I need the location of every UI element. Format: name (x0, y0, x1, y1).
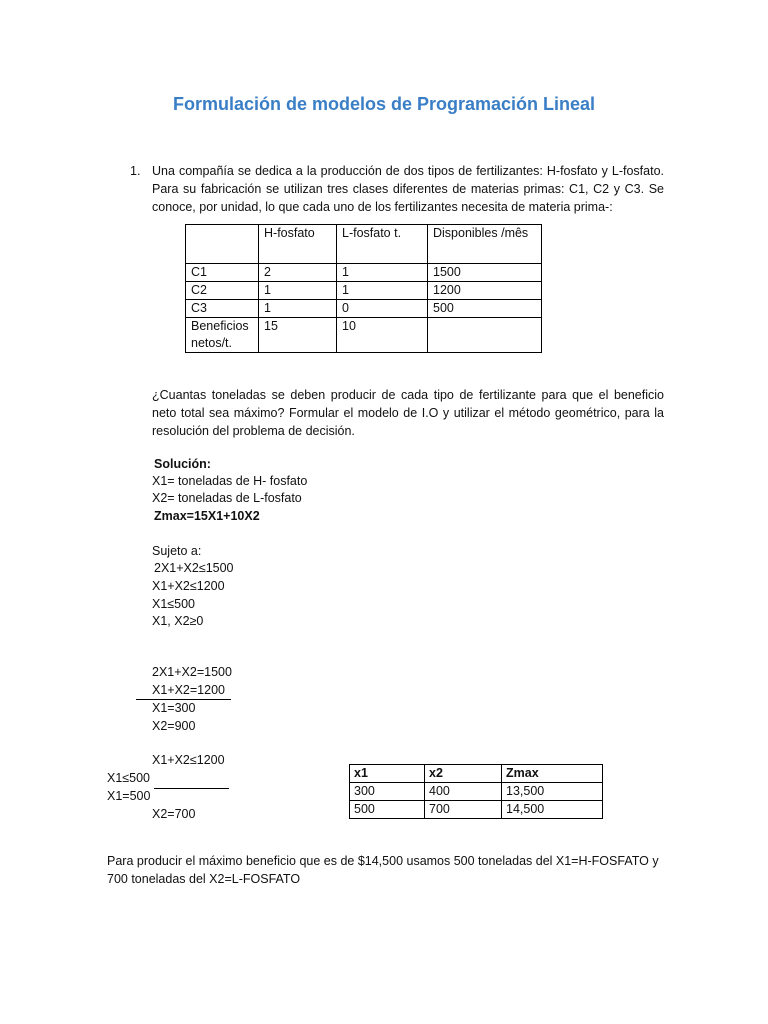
constraint-1: 2X1+X2≤1500 (154, 561, 234, 575)
table-cell: 700 (425, 801, 502, 819)
calc1-equation-2: X1+X2=1200 (152, 683, 225, 697)
problem-number: 1. (130, 164, 141, 178)
table-row (186, 282, 542, 300)
constraint-3: X1≤500 (152, 597, 196, 611)
x2-definition: X2= toneladas de L-fosfato (152, 491, 302, 505)
table-header-cell: x1 (350, 765, 425, 783)
table-cell: 1 (259, 282, 337, 300)
table-cell (428, 318, 542, 353)
page-title: Formulación de modelos de Programación Lineal (172, 94, 596, 114)
table-cell: 15 (259, 318, 337, 353)
question-paragraph: ¿Cuantas toneladas se deben producir de cada tipo de fertilizante para que el beneficio neto total sea máximo? Formular el modelo de I.O y utilizar el método geométrico, para la resolución del problema de decisión. (152, 388, 664, 438)
table-cell: 0 (337, 300, 428, 318)
table-cell: Beneficios netos/t. (186, 318, 259, 353)
table-cell: 400 (425, 783, 502, 801)
calc2-left-1: X1≤500 (107, 771, 151, 785)
table-cell: C2 (186, 282, 259, 300)
table-cell: 1500 (428, 264, 542, 282)
constraint-4: X1, X2≥0 (152, 614, 204, 628)
table-row (186, 264, 542, 282)
table-header-cell: L-fosfato t. (337, 225, 428, 264)
conclusion-paragraph: Para producir el máximo beneficio que es de $14,500 usamos 500 toneladas del X1=H-FOSFATO y 700 toneladas del X2=L-FOSFATO (107, 854, 659, 886)
table-cell: 500 (428, 300, 542, 318)
table-cell: 2 (259, 264, 337, 282)
table-cell: 300 (350, 783, 425, 801)
table-cell: C3 (186, 300, 259, 318)
constraint-2: X1+X2≤1200 (152, 579, 225, 593)
table-header-row (350, 765, 603, 783)
results-table (349, 764, 603, 819)
calc1-equation-1: 2X1+X2=1500 (152, 665, 232, 679)
calc2-divider (154, 788, 229, 789)
table-header-cell (186, 225, 259, 264)
table-header-row (186, 225, 542, 264)
problem-intro: Una compañía se dedica a la producción de dos tipos de fertilizantes: H-fosfato y L-fosfato. Para su fabricación se utilizan tres clases diferentes de materias primas: C1, C2 y C3. Se conoce, por unidad, lo que cada uno de los fertilizantes necesita de materia prima-: (152, 164, 664, 214)
objective-function: Zmax=15X1+10X2 (154, 509, 260, 523)
table-header-cell: x2 (425, 765, 502, 783)
calc1-result-1: X1=300 (152, 701, 196, 715)
calc2-result: X2=700 (152, 807, 196, 821)
solution-heading: Solución: (154, 457, 211, 471)
subject-to-label: Sujeto a: (152, 544, 202, 558)
calc1-result-2: X2=900 (152, 719, 196, 733)
table-cell: 1 (259, 300, 337, 318)
table-cell: 10 (337, 318, 428, 353)
table-cell: 1 (337, 264, 428, 282)
table-cell: 1 (337, 282, 428, 300)
table-cell: 13,500 (502, 783, 603, 801)
x1-definition: X1= toneladas de H- fosfato (152, 474, 308, 488)
table-row (186, 300, 542, 318)
table-header-cell: Zmax (502, 765, 603, 783)
table-header-cell: H-fosfato (259, 225, 337, 264)
table-header-cell: Disponibles /mês (428, 225, 542, 264)
table-cell: 14,500 (502, 801, 603, 819)
table-cell: 500 (350, 801, 425, 819)
calc2-left-2: X1=500 (107, 789, 151, 803)
calc2-top: X1+X2≤1200 (152, 753, 225, 767)
table-row (186, 318, 542, 353)
table-cell: 1200 (428, 282, 542, 300)
table-cell: C1 (186, 264, 259, 282)
table-row (350, 783, 603, 801)
raw-materials-table (185, 224, 542, 353)
table-row (350, 801, 603, 819)
